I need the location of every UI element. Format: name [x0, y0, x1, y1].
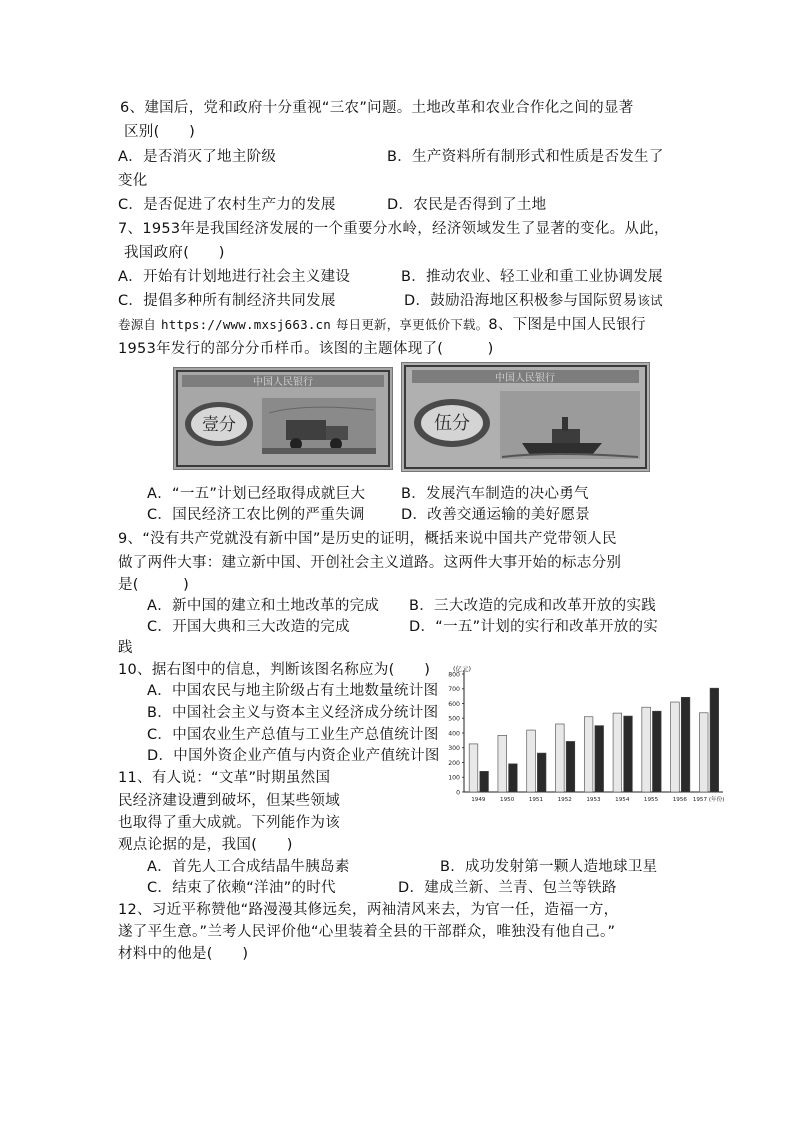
y-tick-label: 800 [448, 671, 460, 679]
y-tick-label: 300 [448, 745, 460, 753]
q9-option-a: A．新中国的建立和土地改革的完成 [147, 598, 380, 614]
y-tick-label: 500 [448, 715, 460, 723]
q6-stem-line2: 区别( ) [124, 124, 196, 140]
q11-stem-line3: 也取得了重大成就。下列能作为该 [118, 815, 340, 831]
banknote1-header: 中国人民银行 [253, 377, 313, 388]
q11-option-d: D．建成兰新、兰青、包兰等铁路 [398, 880, 617, 896]
q10-option-a: A．中国农民与地主阶级占有土地数量统计图 [147, 683, 439, 699]
y-axis-unit-label: (亿元) [453, 665, 472, 673]
q7-option-c: C．提倡多种所有制经济共同发展 [118, 293, 336, 309]
q10-stem: 10、据右图中的信息，判断该图名称应为( ) [118, 662, 431, 678]
source-note-suffix: 每日更新，享更低价下载。 [335, 317, 489, 332]
source-note-prefix: 卷源自 [118, 317, 157, 332]
banknote-five-fen-image [401, 362, 650, 472]
q12-stem-line2: 遂了平生意。”兰考人民评价他“心里装着全县的干部群众，唯独没有他自己。” [118, 924, 616, 940]
q9-stem-line2: 做了两件大事：建立新中国、开创社会主义道路。这两件大事开始的标志分别 [118, 555, 622, 571]
y-tick-label: 0 [456, 789, 460, 797]
q10-option-d: D．中国外资企业产值与内资企业产值统计图 [147, 748, 440, 764]
chart-bar-series2 [595, 726, 604, 792]
q9-option-b: B．三大改造的完成和改革开放的实践 [409, 598, 657, 614]
y-tick-label: 700 [448, 686, 460, 694]
q11-option-b: B．成功发射第一颗人造地球卫星 [440, 859, 658, 875]
q8-option-b: B．发展汽车制造的决心勇气 [401, 486, 589, 502]
y-tick-label: 600 [448, 700, 460, 708]
q11-stem-line2: 民经济建设遭到破坏，但某些领域 [118, 793, 340, 809]
chart-bar-series2 [681, 697, 690, 792]
q9-stem-line3: 是( ) [118, 577, 190, 593]
x-tick-label: 1950 [500, 797, 515, 803]
x-tick-label: 1949 [471, 797, 486, 803]
chart-bar-series2 [537, 753, 546, 792]
y-tick-label: 200 [448, 759, 460, 767]
chart-bar-series2 [509, 764, 518, 792]
chart-bar-series1 [498, 735, 507, 792]
banknote2-value: 伍分 [434, 413, 470, 434]
q7-stem-line1: 7、1953年是我国经济发展的一个重要分水岭，经济领域发生了显著的变化。从此， [118, 221, 669, 237]
q12-stem-line3: 材料中的他是( ) [118, 946, 249, 962]
q10-option-b: B．中国社会主义与资本主义经济成分统计图 [147, 705, 439, 721]
x-tick-label: 1954 [615, 797, 630, 803]
chart-bar-series1 [527, 730, 536, 792]
q9-stem-line1: 9、“没有共产党就没有新中国”是历史的证明，概括来说中国共产党带领人民 [118, 531, 617, 547]
q11-option-a: A．首先人工合成结晶牛胰岛素 [147, 859, 350, 875]
q12-stem-line1: 12、习近平称赞他“路漫漫其修远矣，两袖清风来去，为官一任，造福一方， [118, 902, 619, 918]
q7-stem-line2: 我国政府( ) [124, 245, 225, 261]
y-tick-label: 100 [448, 774, 460, 782]
x-tick-label: 1952 [557, 797, 572, 803]
chart-bar-series2 [480, 771, 489, 792]
chart-bar-series1 [642, 707, 651, 792]
chart-bar-series1 [469, 744, 478, 792]
q6-option-d: D．农民是否得到了土地 [387, 197, 547, 213]
chart-bar-series1 [613, 713, 622, 792]
q9-option-c: C．开国大典和三大改造的完成 [147, 619, 350, 635]
banknote1-value: 壹分 [202, 415, 236, 435]
chart-bar-series1 [671, 702, 680, 792]
q8-stem-line2: 1953年发行的部分分币样币。该图的主题体现了( ) [118, 341, 494, 357]
banknote2-header: 中国人民银行 [495, 373, 555, 384]
chart-bar-series2 [710, 688, 719, 792]
y-tick-label: 400 [448, 730, 460, 738]
source-note-url[interactable]: https://www.mxsj663.cn [161, 317, 331, 332]
q6-stem-line1: 6、建国后，党和政府十分重视“三农”问题。土地改革和农业合作化之间的显著 [120, 100, 634, 116]
chart-bar-series2 [566, 741, 575, 792]
q11-stem-line4: 观点论据的是，我国( ) [118, 837, 293, 853]
q9-option-d: D．“一五”计划的实行和改革开放的实 [409, 619, 659, 635]
q7-option-d-text: D．鼓励沿海地区积极参与国际贸易 [404, 293, 638, 309]
q7-option-b: B．推动农业、轻工业和重工业协调发展 [401, 269, 663, 285]
x-tick-label: 1955 [643, 797, 659, 803]
q7-option-a: A．开始有计划地进行社会主义建设 [118, 269, 351, 285]
q8-option-d: D．改善交通运输的美好愿景 [401, 507, 591, 523]
banknote-one-fen-image [173, 367, 393, 470]
q8-stem-line1: 8、下图是中国人民银行 [488, 317, 646, 333]
x-tick-label: 1953 [586, 797, 601, 803]
q7-option-d-tail: 该试 [637, 293, 663, 308]
q8-option-a: A．“一五”计划已经取得成就巨大 [147, 486, 366, 502]
q6-option-b-cont: 变化 [118, 173, 148, 189]
q10-bar-chart [443, 664, 728, 809]
q6-option-a: A．是否消灭了地主阶级 [118, 149, 277, 165]
q6-option-b: B．生产资料所有制形式和性质是否发生了 [387, 149, 664, 165]
x-tick-label: 1957 (年份) [692, 797, 725, 803]
chart-bar-series1 [699, 713, 708, 792]
q8-option-c: C．国民经济工农比例的严重失调 [147, 507, 365, 523]
q6-option-c: C．是否促进了农村生产力的发展 [118, 197, 336, 213]
chart-bar-series2 [624, 716, 633, 792]
x-tick-label: 1956 [672, 797, 687, 803]
chart-bar-series2 [652, 711, 661, 792]
q10-option-c: C．中国农业生产总值与工业生产总值统计图 [147, 727, 439, 743]
x-tick-label: 1951 [528, 797, 544, 803]
q7-option-d [404, 291, 663, 311]
q9-option-d-cont: 践 [118, 640, 133, 656]
chart-bar-series1 [584, 717, 593, 792]
source-note-line [118, 315, 646, 335]
q11-option-c: C．结束了依赖“洋油”的时代 [147, 880, 336, 896]
q11-stem-line1: 11、有人说：“文革”时期虽然国 [118, 770, 331, 786]
chart-bar-series1 [556, 724, 565, 792]
